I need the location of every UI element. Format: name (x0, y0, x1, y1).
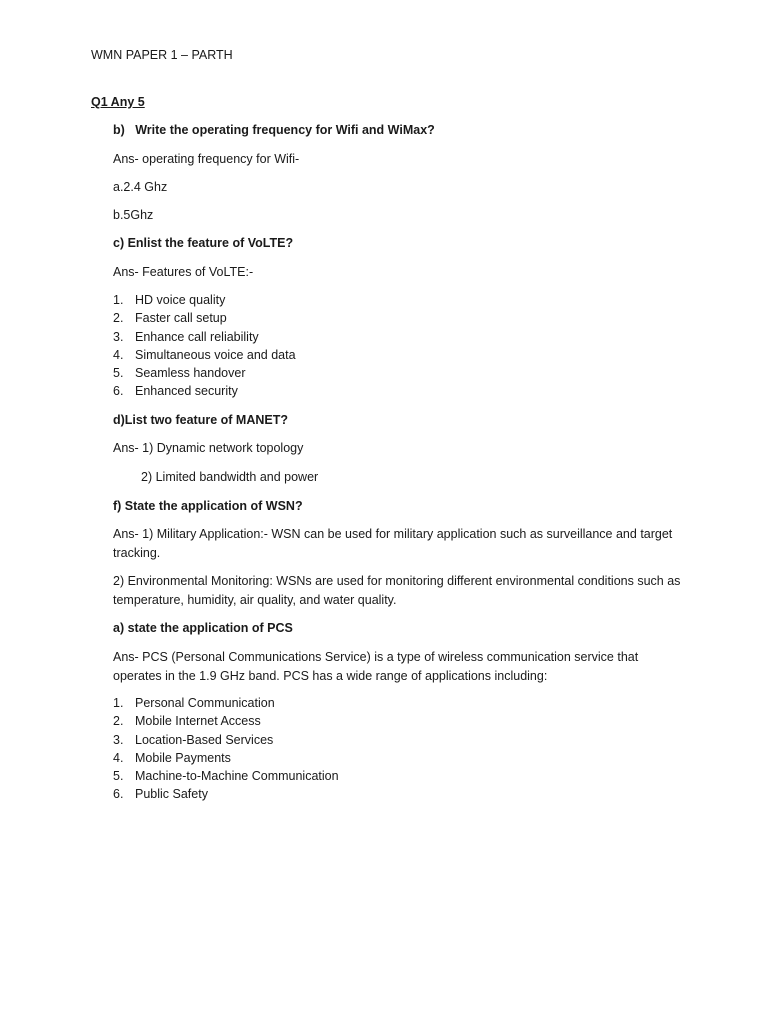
list-item: 4. Simultaneous voice and data (113, 347, 296, 362)
list-item: 3. Enhance call reliability (113, 329, 259, 344)
list-item: 2. Mobile Internet Access (113, 714, 261, 729)
list-item: 4. Mobile Payments (113, 750, 231, 765)
answer-f-1: Ans- 1) Military Application:- WSN can be used for military application such as surveillance and target tracking. (113, 527, 673, 560)
list-item: 5. Machine-to-Machine Communication (113, 769, 339, 784)
answer-d-1: Ans- 1) Dynamic network topology (113, 441, 304, 455)
answer-b-intro: Ans- operating frequency for Wifi- (113, 152, 300, 166)
list-item: 5. Seamless handover (113, 366, 246, 381)
list-item: 1. HD voice quality (113, 293, 226, 307)
question-d: d)List two feature of MANET? (113, 413, 288, 427)
question-a: a) state the application of PCS (113, 621, 293, 635)
section-heading: Q1 Any 5 (91, 95, 145, 109)
answer-a-intro: Ans- PCS (Personal Communications Service) is a type of wireless communication service that operates in the 1.9 GHz band. PCS has a wide range of applications including: (113, 650, 639, 683)
list-item: 6. Enhanced security (113, 384, 238, 399)
question-c: c) Enlist the feature of VoLTE? (113, 236, 294, 250)
answer-b-item-1: a.2.4 Ghz (113, 180, 168, 194)
answer-f-2: 2) Environmental Monitoring: WSNs are used for monitoring different environmental conditions such as temperature, humidity, air quality, and water quality. (113, 574, 681, 607)
list-item: 6. Public Safety (113, 787, 208, 802)
answer-b-item-2: b.5Ghz (113, 208, 154, 222)
question-f: f) State the application of WSN? (113, 499, 303, 513)
answer-d-2: 2) Limited bandwidth and power (141, 470, 319, 484)
document-title: WMN PAPER 1 – PARTH (91, 48, 233, 62)
volte-feature-list (113, 291, 296, 401)
answer-c-intro: Ans- Features of VoLTE:- (113, 265, 254, 279)
list-item: 1. Personal Communication (113, 696, 275, 710)
pcs-application-list (113, 694, 339, 804)
list-item: 3. Location-Based Services (113, 732, 274, 747)
question-b: b) Write the operating frequency for Wifi and WiMax? (113, 123, 435, 137)
list-item: 2. Faster call setup (113, 311, 227, 326)
